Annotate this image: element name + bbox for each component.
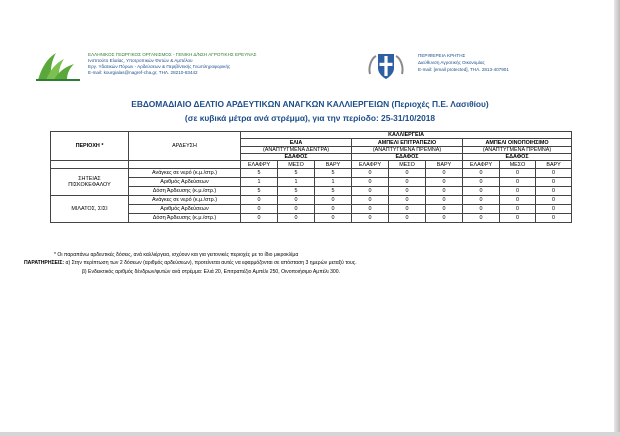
right-org-line: Διεύθυνση Αγροτικής Οικονομίας [418, 60, 485, 65]
table-cell: 0 [352, 169, 389, 178]
table-cell: 0 [463, 205, 500, 214]
soil-type-light: ΕΛΑΦΡΥ [463, 161, 500, 169]
table-cell: 0 [500, 205, 536, 214]
page-bottom-edge [0, 432, 620, 436]
table-cell: 0 [352, 178, 389, 187]
table-cell: 0 [536, 187, 572, 196]
table-cell: 0 [463, 178, 500, 187]
table-cell: 5 [315, 169, 352, 178]
crop-wine-grape-subtitle: (ΑΝΑΠΤΥΓΜΕΝΑ ΠΡΕΜΝΑ) [463, 147, 572, 154]
table-cell: 0 [463, 196, 500, 205]
irrigation-table [50, 131, 572, 223]
row-label: Αριθμός Αρδεύσεων [129, 205, 241, 214]
table-cell: 0 [536, 214, 572, 223]
table-cell: 0 [426, 187, 463, 196]
table-cell: 0 [389, 214, 426, 223]
crop-olive-subtitle: (ΑΝΑΠΤΥΓΜΕΝΑ ΔΕΝΤΡΑ) [241, 147, 352, 154]
table-cell: 0 [536, 169, 572, 178]
table-cell: 0 [463, 187, 500, 196]
table-cell: 1 [278, 178, 315, 187]
table-row [51, 214, 572, 223]
table-cell: 0 [536, 205, 572, 214]
left-org-line: Εργ. Υδατικών Πόρων - Αρδεύσεων & Περιβ/ντικής Γεωπληροφορικής [88, 64, 231, 69]
table-cell: 0 [241, 196, 278, 205]
crops-header: ΚΑΛΛΙΕΡΓΕΙΑ [241, 132, 572, 139]
table-cell: 0 [500, 196, 536, 205]
table-cell: 0 [463, 214, 500, 223]
crop-olive-name: ΕΛΙΑ [241, 139, 352, 147]
page-edge-shadow [614, 0, 620, 436]
table-cell: 0 [500, 187, 536, 196]
region-name-milatos [51, 196, 129, 223]
table-cell: 0 [389, 205, 426, 214]
soil-header: ΕΔΑΦΟΣ [241, 154, 352, 161]
table-cell: 0 [352, 196, 389, 205]
table-cell: 0 [426, 205, 463, 214]
blank-cell [51, 161, 129, 169]
soil-type-heavy: ΒΑΡΥ [536, 161, 572, 169]
right-org-line: ΠΕΡΙΦΕΡΕΙΑ ΚΡΗΤΗΣ [418, 53, 466, 58]
table-cell: 0 [278, 196, 315, 205]
left-org-line: E-mail: kourgialas@nagref-cha.gr, ΤΗΛ. 28210-83442 [88, 70, 198, 75]
crop-table-grape-subtitle: (ΑΝΑΠΤΥΓΜΕΝΑ ΠΡΕΜΝΑ) [352, 147, 463, 154]
table-cell: 0 [536, 196, 572, 205]
table-row [51, 205, 572, 214]
table-cell: 0 [389, 196, 426, 205]
note-a-line [24, 259, 584, 267]
table-cell: 0 [500, 178, 536, 187]
notes-label: ΠΑΡΑΤΗΡΗΣΕΙΣ: [24, 260, 65, 267]
soil-type-medium: ΜΕΣΟ [500, 161, 536, 169]
right-organization-text [418, 52, 598, 73]
table-cell: 5 [241, 169, 278, 178]
note-star: * Οι παραπάνω αρδευτικές δόσεις, ανά καλλιέργεια, ισχύουν και για γειτονικές περιοχές με το ίδιο μικροκλίμα [54, 252, 299, 258]
left-organization-text [88, 52, 308, 76]
row-label: Ανάγκες σε νερό (κ.μ./στρ.) [129, 196, 241, 205]
column-header-irrigation: ΑΡΔΕΥΣΗ [129, 132, 241, 161]
table-cell: 0 [389, 187, 426, 196]
table-cell: 0 [536, 178, 572, 187]
table-cell: 0 [500, 214, 536, 223]
bulletin-subtitle: (σε κυβικά μέτρα ανά στρέμμα), για την περίοδο: 25-31/10/2018 [184, 113, 436, 123]
table-cell: 0 [352, 205, 389, 214]
region-name-line: ΜΙΛΑΤΟΣ, ΣΙΣΙ [71, 206, 108, 212]
soil-header: ΕΔΑΦΟΣ [352, 154, 463, 161]
table-cell: 0 [426, 196, 463, 205]
table-cell: 5 [278, 187, 315, 196]
table-cell: 0 [352, 187, 389, 196]
region-name-line: ΣΗΤΕΙΑΣ [78, 176, 101, 182]
left-org-line: Ινστιτούτο Ελαίας, Υποτροπικών Φυτών & Αμπέλου [88, 58, 193, 63]
table-cell: 0 [426, 214, 463, 223]
table-cell: 1 [241, 178, 278, 187]
table-cell: 0 [389, 178, 426, 187]
table-cell: 0 [241, 214, 278, 223]
note-a: α) Στην περίπτωση των 2 δόσεων (αριθμός αρδεύσεων), προτείνεται αυτές να εφαρμόζονται σε απόσταση 3 ημερών μεταξύ τους. [65, 260, 357, 267]
hellenic-republic-emblem-logo [366, 48, 406, 82]
table-cell: 0 [315, 214, 352, 223]
table-row [51, 187, 572, 196]
column-header-region: ΠΕΡΙΟΧΗ * [51, 132, 129, 161]
table-cell: 5 [241, 187, 278, 196]
crop-table-grape-name: ΑΜΠΕΛΙ ΕΠΙΤΡΑΠΕΖΙΟ [352, 139, 463, 147]
region-name-line: ΠΙΣΚΟΚΕΦΑΛΟΥ [68, 182, 111, 188]
table-cell: 0 [426, 169, 463, 178]
soil-type-light: ΕΛΑΦΡΥ [352, 161, 389, 169]
row-label: Δόση Άρδευσης (κ.μ./στρ.) [129, 187, 241, 196]
table-cell: 1 [315, 178, 352, 187]
left-org-line: ΕΛΛΗΝΙΚΟΣ ΓΕΩΡΓΙΚΟΣ ΟΡΓΑΝΙΣΜΟΣ - ΓΕΝΙΚΗ Δ/ΝΣΗ ΑΓΡΟΤΙΚΗΣ ΕΡΕΥΝΑΣ [88, 52, 257, 57]
table-cell: 5 [315, 187, 352, 196]
soil-type-medium: ΜΕΣΟ [278, 161, 315, 169]
table-row [51, 169, 572, 178]
table-cell: 0 [315, 196, 352, 205]
soil-type-medium: ΜΕΣΟ [389, 161, 426, 169]
table-cell: 0 [352, 214, 389, 223]
table-cell: 5 [278, 169, 315, 178]
row-label: Δόση Άρδευσης (κ.μ./στρ.) [129, 214, 241, 223]
soil-type-heavy: ΒΑΡΥ [315, 161, 352, 169]
notes-section [24, 251, 584, 276]
region-name-sitia [51, 169, 129, 196]
table-cell: 0 [278, 205, 315, 214]
bulletin-title: ΕΒΔΟΜΑΔΙΑΙΟ ΔΕΛΤΙΟ ΑΡΔΕΥΤΙΚΩΝ ΑΝΑΓΚΩΝ ΚΑΛΛΙΕΡΓΕΙΩΝ (Περιοχές Π.Ε. Λασιθίου) [131, 99, 489, 109]
crop-wine-grape-name: ΑΜΠΕΛΙ ΟΙΝΟΠΟΙΗΣΙΜΟ [463, 139, 572, 147]
table-cell: 0 [463, 169, 500, 178]
row-label: Ανάγκες σε νερό (κ.μ./στρ.) [129, 169, 241, 178]
blank-cell [129, 161, 241, 169]
table-cell: 0 [426, 178, 463, 187]
table-cell: 0 [389, 169, 426, 178]
table-cell: 0 [278, 214, 315, 223]
table-row [51, 196, 572, 205]
elgo-demeter-logo [34, 50, 84, 82]
table-cell: 0 [241, 205, 278, 214]
table-cell: 0 [500, 169, 536, 178]
right-org-line: E-mail: [email protected], ΤΗΛ. 2813-407901 [418, 67, 509, 72]
note-b: β) Ενδεικτικός αριθμός δένδρων/φυτών ανά στρέμμα: Ελιά 20, Επιτραπέζιο Αμπέλι 250, Οινοποιήσιμο Αμπέλι 300. [82, 268, 341, 275]
table-cell: 0 [315, 205, 352, 214]
soil-type-heavy: ΒΑΡΥ [426, 161, 463, 169]
soil-type-light: ΕΛΑΦΡΥ [241, 161, 278, 169]
table-row [51, 178, 572, 187]
row-label: Αριθμός Αρδεύσεων [129, 178, 241, 187]
soil-header: ΕΔΑΦΟΣ [463, 154, 572, 161]
